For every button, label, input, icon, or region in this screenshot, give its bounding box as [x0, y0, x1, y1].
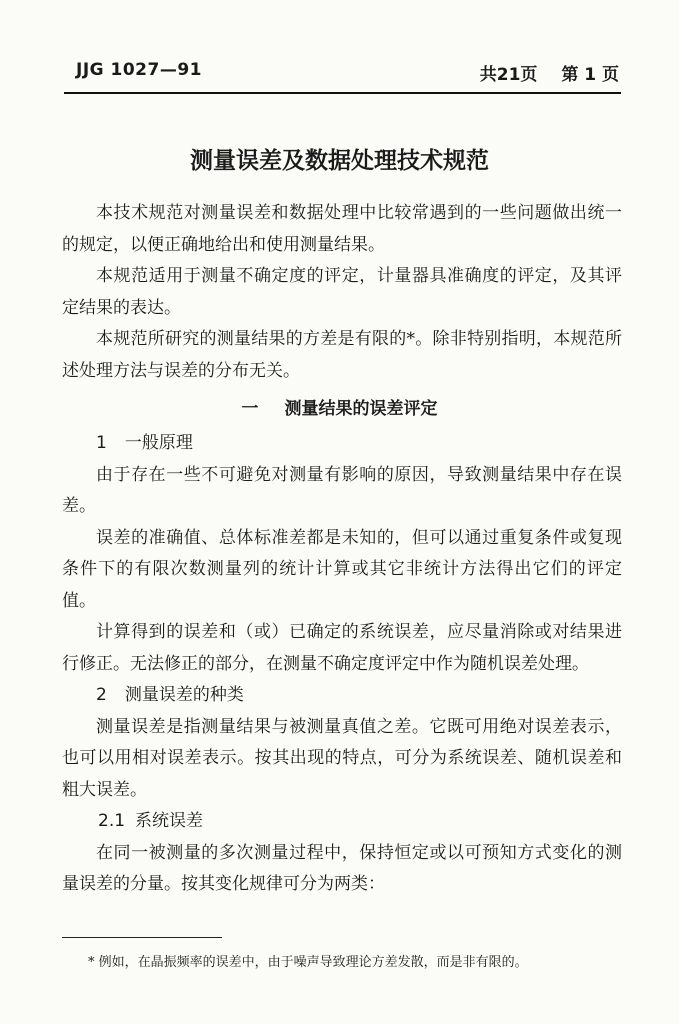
- clause-paragraph: 由于存在一些不可避免对测量有影响的原因，导致测量结果中存在误差。: [62, 464, 622, 516]
- clause-paragraph: 误差的准确值、总体标准差都是未知的，但可以通过重复条件或复现条件下的有限次数测量列的统计计算或其它非统计方法得出它们的评定值。: [62, 527, 622, 611]
- clause-number: 2.1: [98, 811, 126, 831]
- clause-heading: [62, 680, 622, 712]
- intro-paragraph-2: 本规范适用于测量不确定度的评定，计量器具准确度的评定，及其评定结果的表达。: [62, 266, 622, 318]
- section-title: 测量结果的误差评定: [284, 399, 438, 419]
- clause-number: 1: [96, 433, 107, 453]
- clause-paragraph: 计算得到的误差和（或）已确定的系统误差，应尽量消除或对结果进行修正。无法修正的部分，在测量不确定度评定中作为随机误差处理。: [62, 622, 622, 674]
- clause-title: 系统误差: [135, 811, 204, 831]
- intro-paragraph-3: 本规范所研究的测量结果的方差是有限的*。除非特别指明，本规范所述处理方法与误差的分布无关。: [62, 329, 622, 381]
- document-code: JJG 1027—91: [76, 60, 202, 80]
- clause-paragraph: 在同一被测量的多次测量过程中，保持恒定或以可预知方式变化的测量误差的分量。按其变化规律可分为两类：: [62, 842, 622, 894]
- clause-heading: [62, 806, 622, 838]
- page-info: [462, 60, 619, 85]
- clause-title: 测量误差的种类: [124, 685, 244, 705]
- section-number: 一: [241, 399, 259, 419]
- section-heading: [0, 394, 679, 419]
- footnote: * 例如，在晶振频率的误差中，由于噪声导致理论方差发散，而是非有限的。: [88, 955, 528, 970]
- total-pages: 共21页: [479, 65, 538, 85]
- header-divider: [64, 92, 621, 94]
- clause-paragraph: 测量误差是指测量结果与被测量真值之差。它既可用绝对误差表示，也可以用相对误差表示。按其出现的特点，可分为系统误差、随机误差和粗大误差。: [62, 716, 622, 800]
- intro-block: [62, 198, 622, 387]
- clause-number: 2: [96, 685, 107, 705]
- page-number: 第 1 页: [561, 65, 619, 85]
- clause-title: 一般原理: [124, 433, 193, 453]
- footnote-divider: [62, 937, 222, 938]
- page-header: [76, 60, 619, 90]
- document-title: 测量误差及数据处理技术规范: [190, 148, 489, 174]
- clause-1: [62, 428, 622, 901]
- clause-heading: [62, 428, 622, 460]
- intro-paragraph-1: 本技术规范对测量误差和数据处理中比较常遇到的一些问题做出统一的规定，以便正确地给出和使用测量结果。: [62, 203, 622, 255]
